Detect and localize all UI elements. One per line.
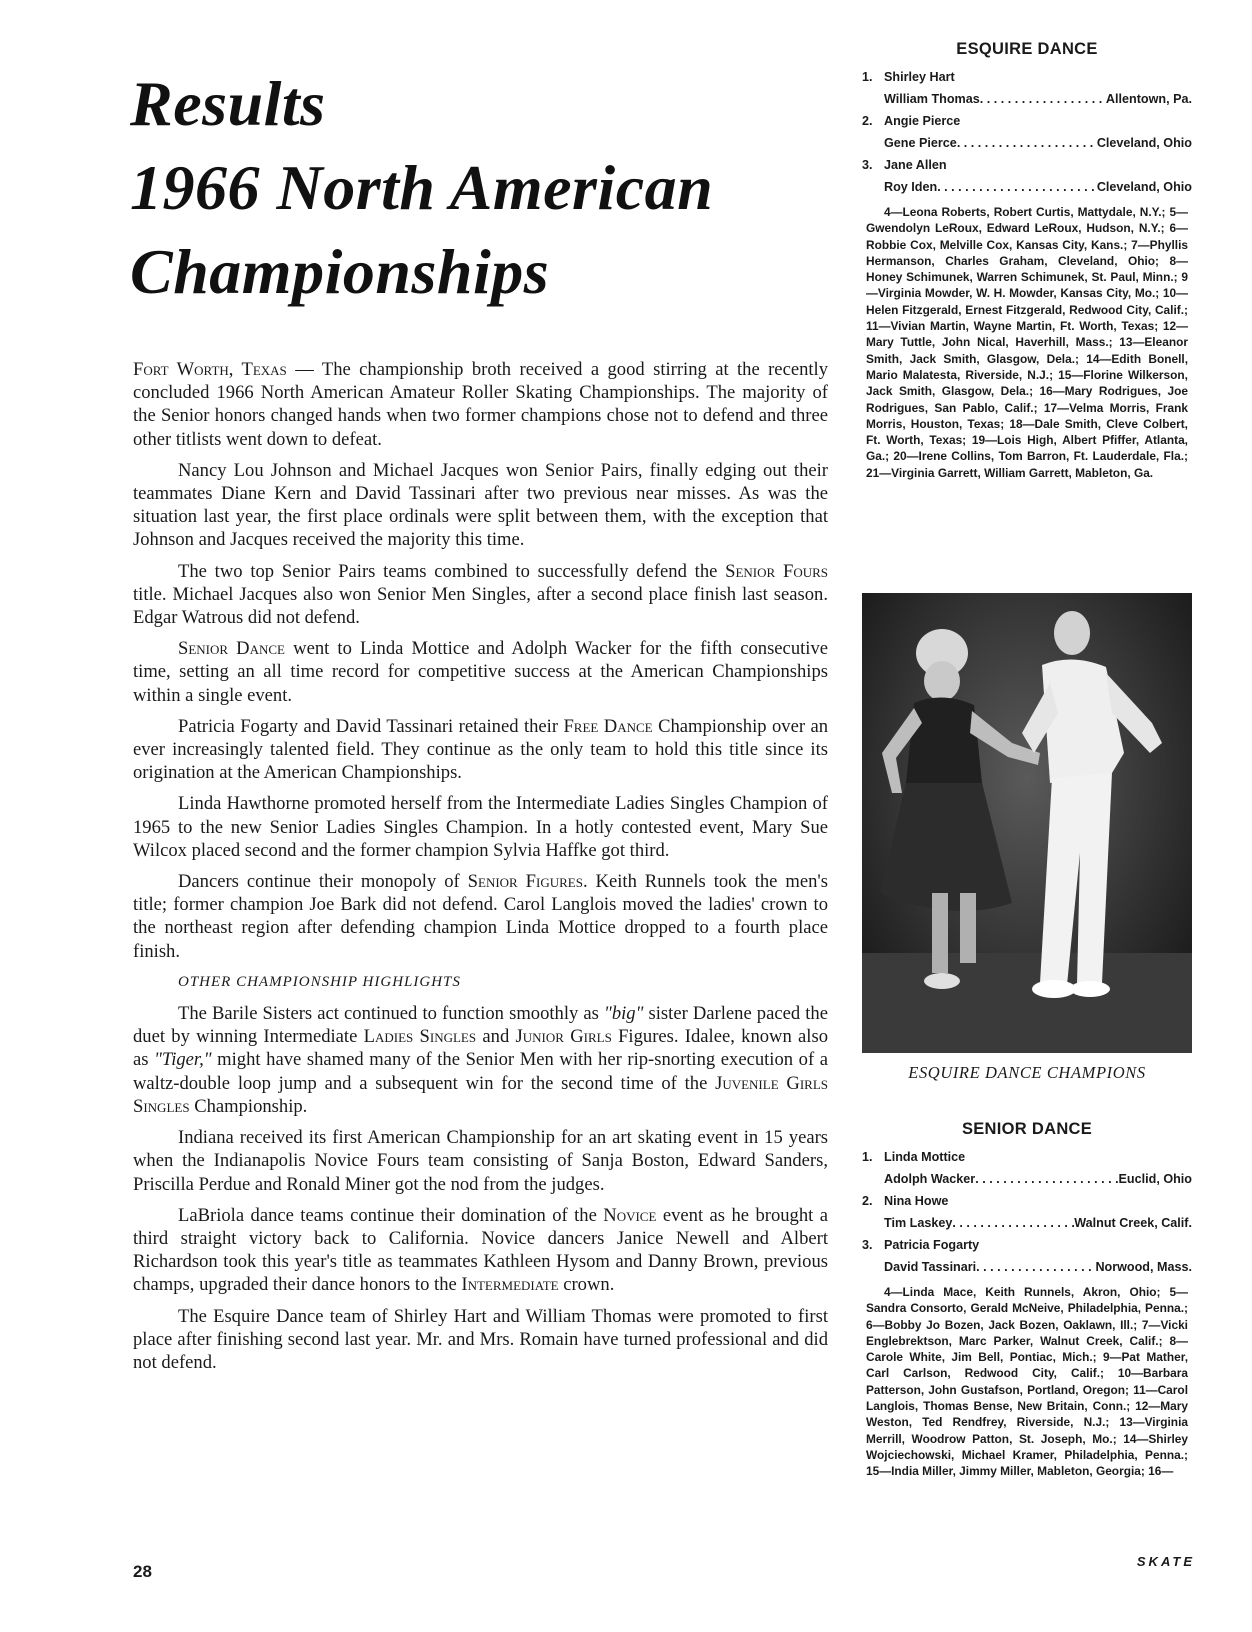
partner-city-line xyxy=(862,1256,1192,1278)
event-name: Senior Fours xyxy=(725,560,828,582)
paragraph-8-text-a: The Barile Sisters act continued to function smoothly as xyxy=(178,1003,605,1025)
paragraph-5 xyxy=(133,715,828,785)
place-number: 1. xyxy=(862,1150,873,1164)
paragraph-10-text-a: LaBriola dance teams continue their domination of the xyxy=(178,1204,604,1226)
paragraph-4 xyxy=(133,637,828,707)
leader-dots xyxy=(976,1256,1095,1278)
paragraph-5-text-b: Championship over an ever increasingly talented field. They continue as the only team to hold this title since its origination at the American Championships. xyxy=(133,715,828,784)
event-name: Juvenile Girls Singles xyxy=(133,1072,828,1117)
magazine-name: SKATE xyxy=(1136,1554,1195,1569)
emphasis: "big" xyxy=(604,1003,644,1025)
leader-dots xyxy=(952,1212,1074,1234)
partner-name: Tim Laskey xyxy=(884,1216,953,1230)
partner-city-line xyxy=(862,1168,1192,1190)
event-name: Free Dance xyxy=(563,715,653,737)
other-placings: 4—Linda Mace, Keith Runnels, Akron, Ohio; 5—Sandra Consorto, Gerald McNeive, Philadelphia, Penna.; 6—Bobby Jo Bozen, Jack Bozen, Oaklawn, Ill.; 7—Vicki Englebrektson, Marc Parker, Walnut Creek, Calif.; 8—Carole White, Jim Bell, Pontiac, Mich.; 9—Pat Mather, Carl Carlson, Redwood City, Calif.; 10—Barbara Patterson, John Gustafson, Portland, Oregon; 11—Carol Langlois, Thomas Bense, New Britain, Conn.; 12—Mary Weston, Ted Rendfrey, Riverside, N.J.; 13—Virginia Merrill, Woodrow Patton, St. Joseph, Mo.; 14—Shirley Wojciechowski, Michael Kramer, Philadelphia, Penna.; 15—India Miller, Jimmy Miller, Mableton, Georgia; 16— xyxy=(866,1285,1188,1479)
paragraph-9: Indiana received its first American Championship for an art skating event in 15 years when the Indianapolis Novice Fours team consisting of Sanja Boston, Edward Sanders, Priscilla Perdue and Ronald Miner got the nod from the judges. xyxy=(133,1127,828,1195)
result-entry xyxy=(862,1190,1192,1234)
city: Cleveland, Ohio xyxy=(1096,180,1192,194)
paragraph-4-text: went to Linda Mottice and Adolph Wacker for the fifth consecutive time, setting an all time record for competitive success at the American Championships within a single event. xyxy=(133,638,828,706)
paragraph-10-text-b: event as he brought a third straight victory back to California. Novice dancers Janice Newell and Albert Richardson took this year's title as teammates Kathleen Hysom and Danny Brown, previous champs, upgraded their dance honors to the xyxy=(133,1204,828,1296)
dateline: Fort Worth, Texas xyxy=(133,359,287,380)
champions-photo xyxy=(862,593,1192,1053)
result-entry xyxy=(862,1234,1192,1278)
partner-name: Gene Pierce xyxy=(884,136,957,150)
paragraph-6: Linda Hawthorne promoted herself from the Intermediate Ladies Singles Champion of 1965 to the new Senior Ladies Singles Champion. In a hotly contested event, Mary Sue Wilcox placed second and the former champion Sylvia Haffke got third. xyxy=(133,793,828,861)
partner-name: Shirley Hart xyxy=(884,70,955,84)
city: Euclid, Ohio xyxy=(1118,1172,1192,1186)
paragraph-8-text-b: sister Darlene paced the duet by winning Intermediate xyxy=(133,1003,828,1048)
other-placings: 4—Leona Roberts, Robert Curtis, Mattydale, N.Y.; 5—Gwendolyn LeRoux, Edward LeRoux, Hudson, N.Y.; 6—Robbie Cox, Melville Cox, Kansas City, Kans.; 7—Phyllis Hermanson, Charles Graham, Cleveland, Ohio; 8—Honey Schimunek, Warren Schimunek, St. Paul, Minn.; 9—Virginia Mowder, W. H. Mowder, Kansas City, Mo.; 10—Helen Fitzgerald, Ernest Fitzgerald, Redwood City, Calif.; 11—Vivian Martin, Wayne Martin, Ft. Worth, Texas; 12—Mary Tuttle, John Nical, Haverhill, Mass.; 13—Eleanor Smith, Jack Smith, Glasgow, Dela.; 14—Edith Bonell, Mario Malatesta, Riverside, N.J.; 15—Florine Wilkerson, Jack Smith, Glasgow, Dela.; 16—Mary Rodrigues, Joe Rodrigues, San Pablo, Calif.; 17—Velma Morris, Frank Morris, Houston, Texas; 18—Dale Smith, Cleve Colbert, Ft. Worth, Texas; 19—Lois High, Albert Pfiffer, Atlanta, Ga.; 20—Irene Collins, Tom Barron, Ft. Lauderdale, Fla.; 21—Virginia Garrett, William Garrett, Mableton, Ga. xyxy=(866,205,1188,480)
paragraph-7-text-a: Dancers continue their monopoly of xyxy=(178,871,468,893)
partner-name: Jane Allen xyxy=(884,158,947,172)
place-number: 3. xyxy=(862,158,873,172)
place-number: 2. xyxy=(862,114,873,128)
dancers-photo-image xyxy=(862,593,1192,1053)
emphasis: "Tiger," xyxy=(154,1049,212,1071)
photo-caption: ESQUIRE DANCE CHAMPIONS xyxy=(908,1063,1146,1082)
paragraph-8-text-c: and xyxy=(476,1026,516,1048)
page-number: 28 xyxy=(133,1562,152,1581)
place-number: 3. xyxy=(862,1238,873,1252)
paragraph-10-text-c: crown. xyxy=(558,1274,615,1296)
paragraph-1-text: — The championship broth received a good stirring at the recently concluded 1966 North American Amateur Roller Skating Championships. The majority of the Senior honors changed hands when two former champions chose not to defend and three other titlists went down to defeat. xyxy=(133,359,828,450)
partner-name: Roy Iden xyxy=(884,180,938,194)
place-number: 1. xyxy=(862,70,873,84)
paragraph-3-text-a: The two top Senior Pairs teams combined to successfully defend the xyxy=(178,560,726,582)
paragraph-11: The Esquire Dance team of Shirley Hart and William Thomas were promoted to first place after finishing second last year. Mr. and Mrs. Romain have turned professional and did not defend. xyxy=(133,1305,828,1373)
city: Cleveland, Ohio xyxy=(1096,136,1192,150)
partner-name: Nina Howe xyxy=(884,1194,949,1208)
event-name: Junior Girls xyxy=(515,1026,612,1048)
senior-dance-results xyxy=(862,1120,1192,1480)
result-entry xyxy=(862,66,1192,110)
paragraph-8-text-d: Figures. Idalee, known also as xyxy=(133,1026,828,1071)
event-name: Senior Figures xyxy=(467,871,583,893)
city: Norwood, Mass. xyxy=(1095,1260,1192,1274)
result-entry xyxy=(862,110,1192,154)
city: Allentown, Pa. xyxy=(1105,92,1192,106)
paragraph-8 xyxy=(133,1002,828,1118)
paragraph-3 xyxy=(133,560,828,630)
partner-name: Linda Mottice xyxy=(884,1150,966,1164)
paragraph-1 xyxy=(133,358,828,451)
partner-name: Angie Pierce xyxy=(884,114,961,128)
partner-city-line xyxy=(862,176,1192,198)
event-name: Senior Dance xyxy=(178,638,286,660)
event-name: Novice xyxy=(603,1204,657,1226)
leader-dots xyxy=(980,88,1106,110)
partner-name: David Tassinari xyxy=(884,1260,977,1274)
paragraph-8-text-e: might have shamed many of the Senior Men with her rip-snorting execution of a waltz-double loop jump and a subsequent win for the second time of the xyxy=(133,1049,828,1094)
partner-city-line xyxy=(862,88,1192,110)
paragraph-5-text-a: Patricia Fogarty and David Tassinari retained their xyxy=(178,715,564,737)
paragraph-3-text-b: title. Michael Jacques also won Senior Men Singles, after a second place finish last season. Edgar Watrous did not defend. xyxy=(133,583,828,629)
partner-name: Patricia Fogarty xyxy=(884,1238,980,1252)
senior-dance-heading: SENIOR DANCE xyxy=(961,1120,1093,1138)
title-line-1: Results xyxy=(130,68,326,139)
partner-name: William Thomas xyxy=(884,92,980,106)
paragraph-7 xyxy=(133,870,828,963)
paragraph-7-text-b: . Keith Runnels took the men's title; former champion Joe Bark did not defend. Carol Langlois moved the ladies' crown to the northeast region after defending champion Linda Mottice dropped to a fourth place finish. xyxy=(133,871,828,962)
leader-dots xyxy=(975,1168,1118,1190)
article-body xyxy=(133,358,828,1382)
leader-dots xyxy=(957,132,1097,154)
event-name: Intermediate xyxy=(461,1274,559,1296)
esquire-dance-heading: ESQUIRE DANCE xyxy=(956,40,1098,58)
event-name: Ladies Singles xyxy=(363,1026,477,1048)
city: Walnut Creek, Calif. xyxy=(1074,1216,1192,1230)
esquire-dance-results xyxy=(862,40,1192,481)
partner-name: Adolph Wacker xyxy=(884,1172,976,1186)
result-entry xyxy=(862,1146,1192,1190)
leader-dots xyxy=(937,176,1097,198)
place-number: 2. xyxy=(862,1194,873,1208)
paragraph-2: Nancy Lou Johnson and Michael Jacques won Senior Pairs, finally edging out their teammates Diane Kern and David Tassinari after two previous near misses. As was the situation last year, the first place ordinals were split between them, with the exception that Johnson and Jacques received the majority this time. xyxy=(133,459,828,551)
title-line-3: Championships xyxy=(130,236,550,307)
result-entry xyxy=(862,154,1192,198)
article-title xyxy=(130,62,830,314)
partner-city-line xyxy=(862,132,1192,154)
paragraph-10 xyxy=(133,1204,828,1297)
title-line-2: 1966 North American xyxy=(130,152,714,223)
highlights-heading: OTHER CHAMPIONSHIP HIGHLIGHTS xyxy=(178,973,461,990)
partner-city-line xyxy=(862,1212,1192,1234)
paragraph-8-text-f: Championship. xyxy=(189,1095,308,1117)
